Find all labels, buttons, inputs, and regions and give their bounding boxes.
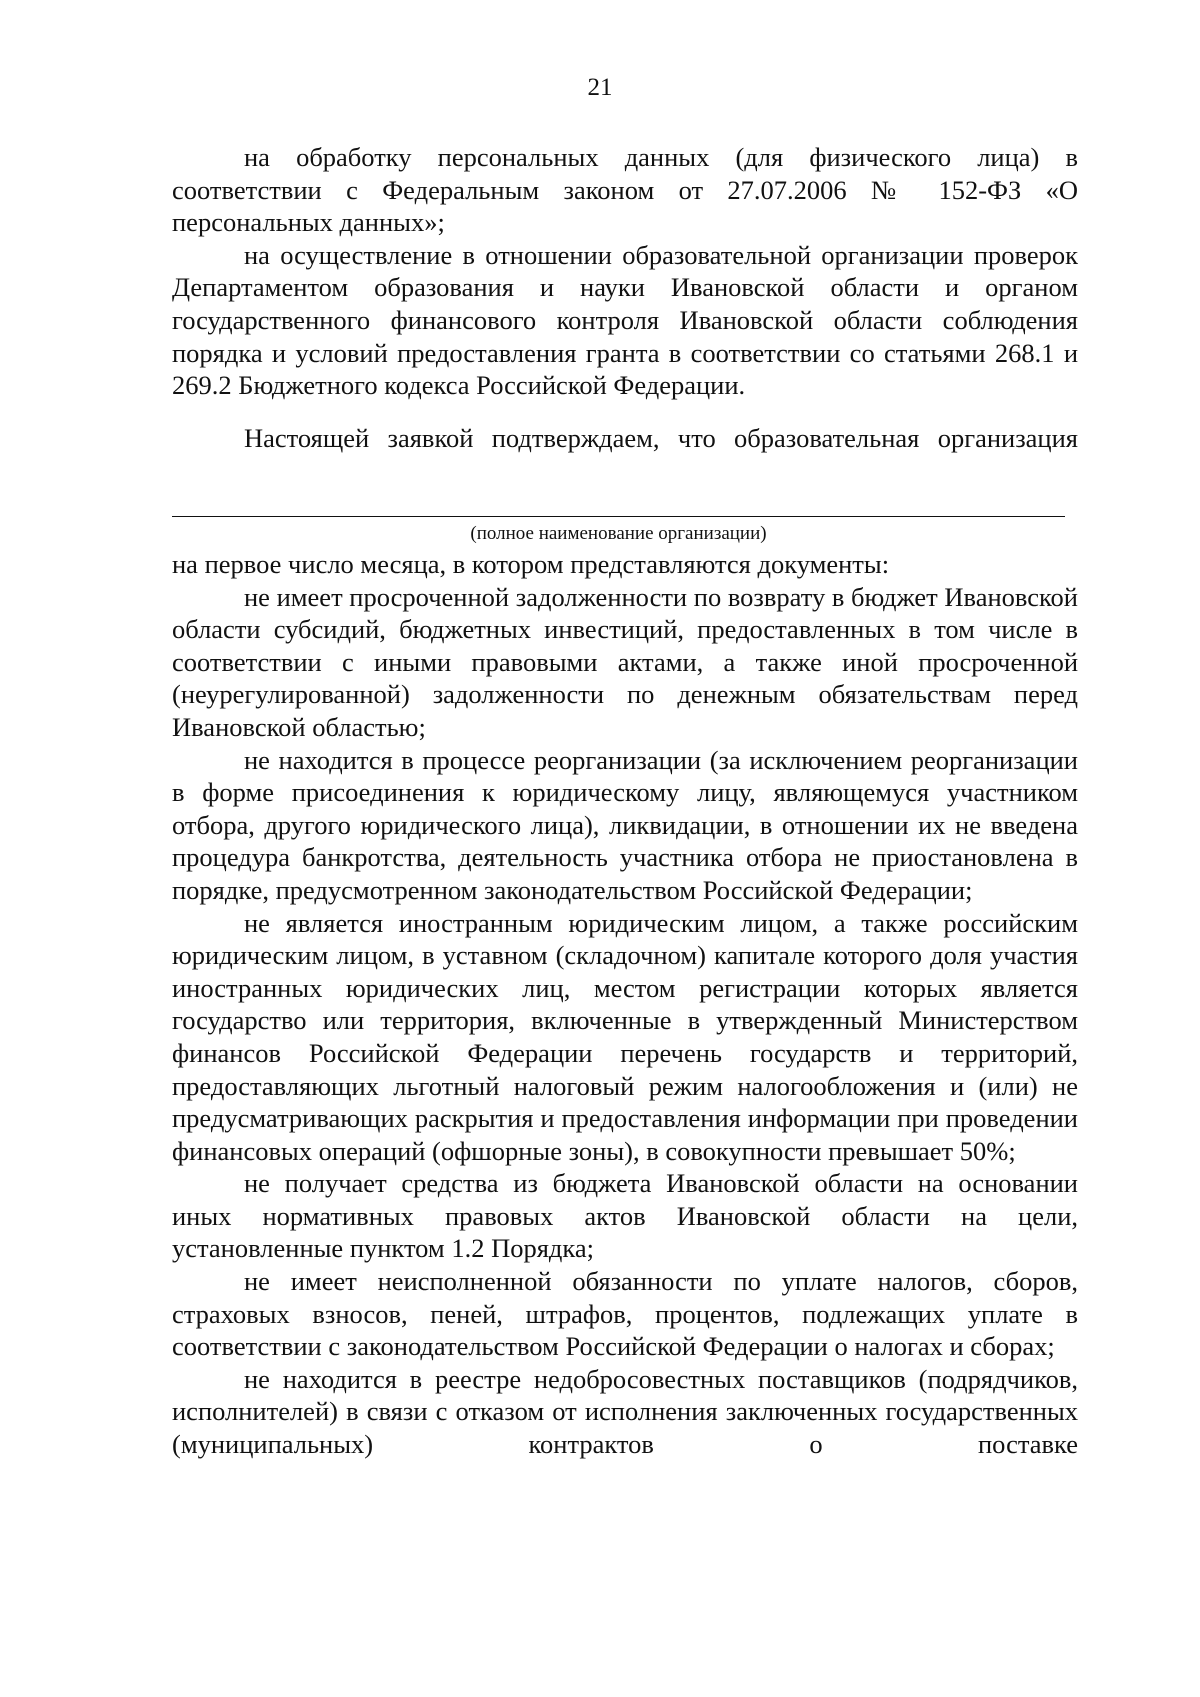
condition-no-other-budget-funds: не получает средства из бюджета Ивановской области на основании иных нормативных правовых актов Ивановской области на цели, установленные пунктом 1.2 Порядка; (172, 1168, 1078, 1264)
consent-paragraph-personal-data: на обработку персональных данных (для физического лица) в соответствии с Федеральным законом от 27.07.2006 № 152-ФЗ «О персональных данных»; (172, 142, 1078, 238)
condition-no-reorganization: не находится в процессе реорганизации (за исключением реорганизации в форме присоединения к юридическому лицу, являющемуся участником отбора, другого юридического лица), ликвидации, в отношении их не введена процедура банкротства, деятельность участника отбора не приостановлена в порядке, предусмотренном законодательством Российской Федерации; (172, 744, 1078, 905)
consent-paragraph-inspections: на осуществление в отношении образовательной организации проверок Департаментом образования и науки Ивановской области и органом государственного финансового контроля Ивановской области соблюдения порядка и условий предоставления гранта в соответствии со статьями 268.1 и 269.2 Бюджетного кодекса Российской Федерации. (172, 239, 1078, 401)
confirmation-paragraph: Настоящей заявкой подтверждаем, что образовательная организация (244, 423, 1078, 453)
condition-not-in-registry: не находится в реестре недобросовестных поставщиков (подрядчиков, исполнителей) в связи с отказом от исполнения заключенных государственных (муниципальных) контрактов о поставке (172, 1363, 1078, 1460)
page-number: 21 (587, 74, 613, 101)
organization-name-caption: (полное наименование организации) (470, 523, 767, 544)
conditions-intro: на первое число месяца, в котором представляются документы: (172, 549, 890, 579)
condition-no-overdue-debt: не имеет просроченной задолженности по возврату в бюджет Ивановской области субсидий, бюджетных инвестиций, предоставленных в том числе в соответствии с иными правовыми актами, а также иной просроченной (неурегулированной) задолженности по денежным обязательствам перед Ивановской областью; (172, 581, 1078, 742)
consent-section (172, 141, 1078, 402)
confirmation-section (172, 422, 1078, 455)
organization-name-line (172, 516, 1065, 517)
conditions-section (172, 548, 1078, 1461)
condition-no-tax-arrears: не имеет неисполненной обязанности по уплате налогов, сборов, страховых взносов, пеней, штрафов, процентов, подлежащих уплате в соответствии с законодательством Российской Федерации о налогах и сборах; (172, 1266, 1078, 1362)
condition-not-foreign-entity: не является иностранным юридическим лицом, а также российским юридическим лицом, в уставном (складочном) капитале которого доля участия иностранных юридических лиц, местом регистрации которых является государство или территория, включенные в утвержденный Министерством финансов Российской Федерации перечень государств и территорий, предоставляющих льготный налоговый режим налогообложения и (или) не предусматривающих раскрытия и предоставления информации при проведении финансовых операций (офшорные зоны), в совокупности превышает 50%; (172, 907, 1078, 1166)
